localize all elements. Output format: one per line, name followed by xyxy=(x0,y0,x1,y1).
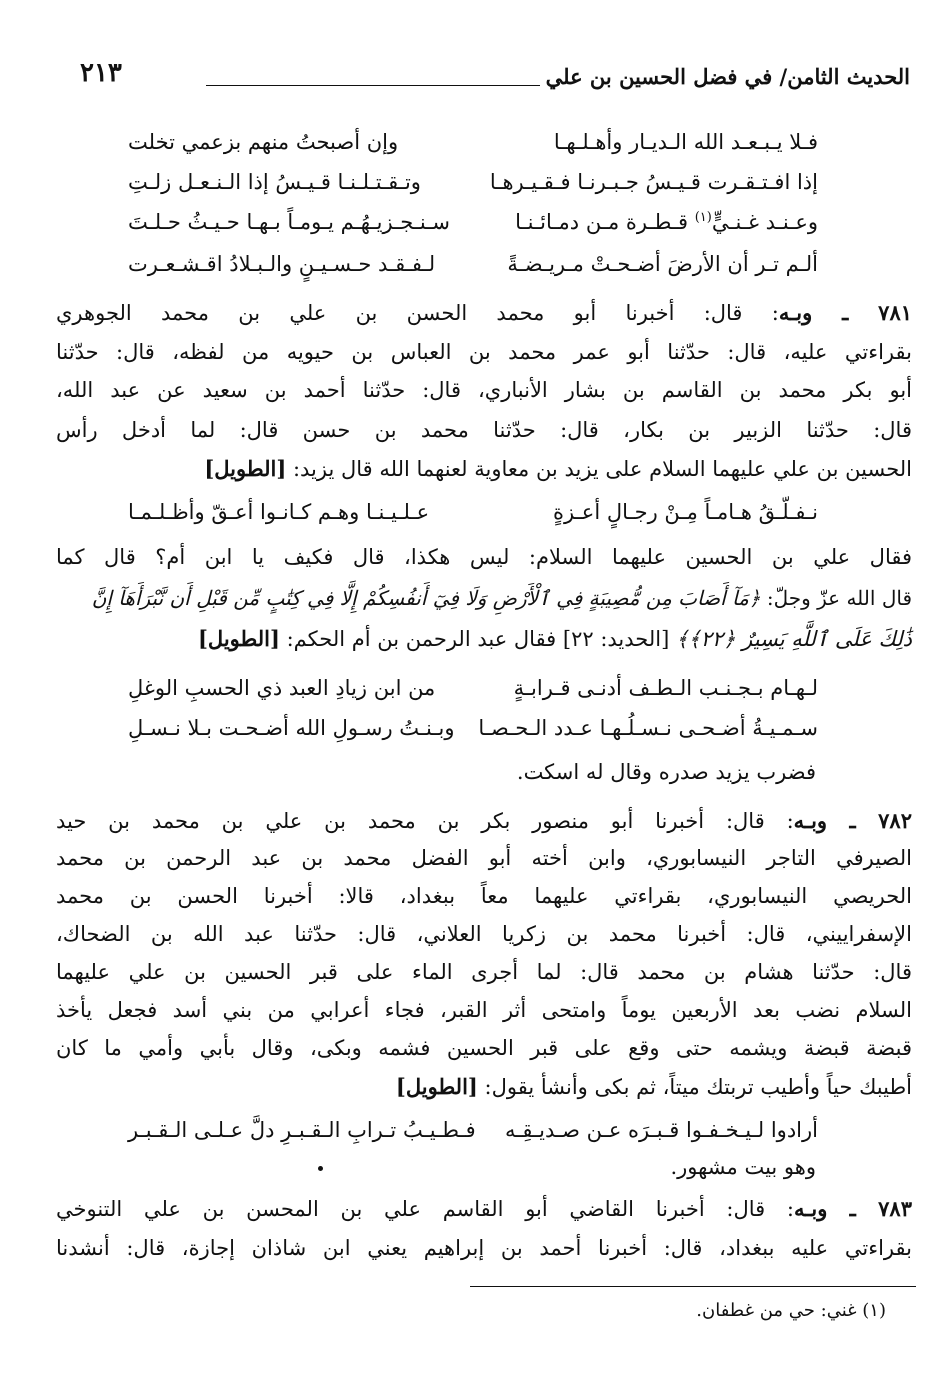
footnote-marker: (١) xyxy=(694,210,712,225)
text-line: قال: حدّثنا هشام بن محمد قال: لما أجرى الماء على قبر الحسين بن علي عليهما xyxy=(56,960,912,984)
hadith-number: ٧٨٢ ـ وبـه xyxy=(793,808,912,833)
text-line: الحريصي النيسابوري، بقراءتي عليهما معاً ببغداد، قالا: أخبرنا الحسن بن محمد xyxy=(56,884,913,908)
verse-second-hemistich: فـطـيـبُ تـرابِ الـقـبـرِ دلَّ عـلـى الـقـبـر xyxy=(128,1118,476,1142)
meter-label: [الطويل] xyxy=(197,626,280,651)
hadith-number: ٧٨٣ ـ وبـه xyxy=(793,1196,912,1221)
line-text: : قال: أخبرنا أبو منصور بكر بن محمد بن علي بن محمد بن حيد xyxy=(56,809,794,833)
verse-second-hemistich: سـنـجـزيـهُـم يـومـاً بـهـا حـيـثُ حـلـتَ xyxy=(128,210,451,234)
footnote-rule xyxy=(470,1286,916,1287)
verse-text: قـطـرة مـن دمـائـنـا xyxy=(515,210,695,234)
verse-second-hemistich: وتـقـتـلـنـا قـيـسُ إذا الـنـعـل زلـتِ xyxy=(128,170,421,194)
verse-second-hemistich: وبـنـتُ رسـولِ الله أضـحـت بـلا نـسـلِ xyxy=(128,716,455,740)
text-line: أبو بكر محمد بن القاسم بن بشار الأنباري، قال: حدّثنا أحمد بن سعيد عن عبد الله، xyxy=(56,378,912,402)
verse-first-hemistich: فـلا يـبـعـد الله الـديـار وأهـلـهـا xyxy=(553,130,818,154)
verse-second-hemistich: لـفـقـد حـسـيـنٍ والـبـلادُ اقـشـعـرت xyxy=(128,252,436,276)
verse-line xyxy=(128,1118,818,1154)
verse-line xyxy=(128,252,818,288)
verse-line xyxy=(128,716,818,752)
page-number: ٢١٣ xyxy=(80,58,122,88)
footnote: (١) غني: حي من غطفان. xyxy=(696,1300,886,1321)
meter-label: [الطويل] xyxy=(395,1074,478,1099)
verse-second-hemistich: عـلـيـنـا وهـم كـانـوا أعـقّ وأظـلـمـا xyxy=(128,500,430,524)
text-line xyxy=(56,626,912,666)
verse-first-hemistich xyxy=(515,210,818,234)
text-line: وهو بيت مشهور. xyxy=(670,1155,816,1179)
text-line xyxy=(56,808,912,848)
line-text: : قال: أخبرنا القاضي أبو القاسم علي بن المحسن بن علي التنوخي xyxy=(56,1197,794,1221)
line-text: قال الله عزّ وجلّ: xyxy=(760,586,912,610)
verse-first-hemistich: نـفـلّـقُ هـامـاً مِـنْ رجـالٍ أعـزةٍ xyxy=(553,500,818,524)
verse-first-hemistich: ألـم تـر أن الأرضَ أضـحـتْ مـريـضـةً xyxy=(507,252,818,276)
verse-line xyxy=(128,500,818,536)
text-line xyxy=(56,1196,912,1236)
meter-label: [الطويل] xyxy=(204,456,287,481)
text-line: قبضة قبضة ويشمه حتى وقع على قبر الحسين فشمه وبكى، وقال بأبي وأمي ما كان xyxy=(56,1036,912,1060)
verse-first-hemistich: سـمـيـةُ أضـحـى نـسـلُـهـا عـدد الـحـصـا xyxy=(478,716,818,740)
quran-verse: ذَٰلِكَ عَلَى ٱللَّهِ يَسِيرٌ ﴿٢٢﴾﴾ xyxy=(675,627,912,651)
verse-first-hemistich: لـهـام بـجـنـب الـطـف أدنـى قـرابـةٍ xyxy=(513,676,818,700)
text-line: فضرب يزيد صدره وقال له اسكت. xyxy=(516,760,816,784)
verse-second-hemistich: من ابن زيادِ العبد ذي الحسبِ الوغلِ xyxy=(128,676,436,700)
line-text: الحسين بن علي عليهما السلام على يزيد بن معاوية لعنهما الله قال يزيد: xyxy=(292,457,912,481)
verse-text: وعـنـد غـنـيٍّ xyxy=(711,210,818,234)
verse-line xyxy=(128,210,818,246)
header-rule xyxy=(206,85,540,86)
hadith-number: ٧٨١ ـ وبـه xyxy=(778,300,913,325)
text-line xyxy=(56,586,912,626)
line-text: أطيبك حياً وأطيب تربتك ميتاً، ثم بكى وأنشأ يقول: xyxy=(484,1075,912,1099)
text-line: قال: حدّثنا الزبير بن بكار، قال: حدّثنا محمد بن حسن قال: لما أدخل رأس xyxy=(56,418,912,442)
text-line: السلام نضب بعد الأربعين يوماً وامتحى أثر القبر، فجاء أعرابي من بني أسد فجعل يأخذ xyxy=(56,998,912,1022)
verse-line xyxy=(128,676,818,712)
verse-line xyxy=(128,130,818,166)
quran-verse: ﴿مَآ أَصَابَ مِن مُّصِيبَةٍ فِي ٱلْأَرْضِ وَلَا فِيٓ أَنفُسِكُمْ إِلَّا فِي كِتَٰبٍ مِّن قَبْلِ أَن نَّبْرَأَهَآ إِنَّ xyxy=(91,586,761,610)
verse-first-hemistich: إذا افـتـقـرت قـيـسُ جـبـرنـا فـقـيـرهـا xyxy=(489,170,818,194)
verse-line xyxy=(128,170,818,206)
page-header xyxy=(58,58,910,98)
text-line: الصيرفي التاجر النيسابوري، وابن أخته أبو الفضل محمد بن عبد الرحمن بن محمد xyxy=(56,846,912,870)
text-line: فقال علي بن الحسين عليهما السلام: ليس هكذا، قال فكيف يا ابن أم؟ قال كما xyxy=(56,545,912,569)
verse-second-hemistich: وإن أصبحتُ منهم بزعمي تخلت xyxy=(128,130,399,154)
line-text: : قال: أخبرنا أبو محمد الحسن بن علي بن محمد الجوهري xyxy=(56,301,779,325)
text-line: بقراءتي عليه، قال: حدّثنا أبو عمر محمد بن العباس بن حيويه من لفظه، قال: حدّثنا xyxy=(56,340,912,364)
text-line: الإسفراييني، قال: أخبرنا محمد بن زكريا العلاني، قال: حدّثنا عبد الله بن الضحاك، xyxy=(56,922,912,946)
text-line: بقراءتي عليه ببغداد، قال: أخبرنا أحمد بن إبراهيم يعني ابن شاذان إجازة، قال: أنشدنا xyxy=(56,1236,912,1260)
text-line xyxy=(56,456,912,496)
text-line xyxy=(56,300,912,340)
running-title: الحديث الثامن/ في فضل الحسين بن علي xyxy=(545,64,910,89)
verse-first-hemistich: أرادوا لـيـخـفـوا قـبـرَه عـن صـديـقِـه xyxy=(504,1118,818,1142)
line-text: [الحديد: ٢٢] فقال عبد الرحمن بن أم الحكم: xyxy=(286,627,676,651)
text-line xyxy=(56,1074,912,1114)
